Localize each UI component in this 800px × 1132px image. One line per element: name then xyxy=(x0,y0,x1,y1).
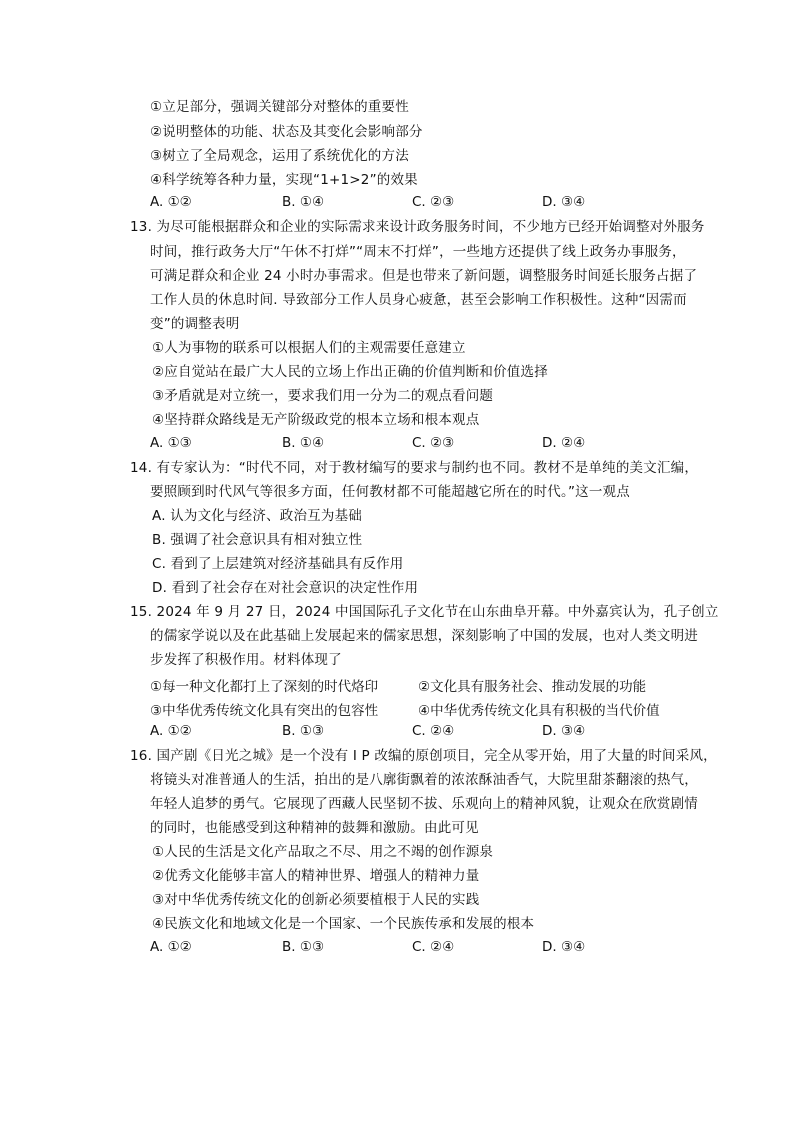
option-b: B. ①③ xyxy=(282,939,325,955)
q14-choice-b: B. 强调了社会意识具有相对独立性 xyxy=(152,532,363,548)
option-b: B. ①④ xyxy=(282,194,325,210)
q13-stem-line-3: 可满足群众和企业 24 小时办事需求。但是也带来了新问题，调整服务时间延长服务占据了 xyxy=(150,268,698,284)
q15-statements-row-1 xyxy=(150,675,670,693)
q13-statement-3: ③矛盾就是对立统一，要求我们用一分为二的观点看问题 xyxy=(152,388,494,404)
option-a: A. ①② xyxy=(150,194,192,210)
q13-statement-4: ④坚持群众路线是无产阶级政党的根本立场和根本观点 xyxy=(152,412,480,428)
prev-statement-2: ②说明整体的功能、状态及其变化会影响部分 xyxy=(150,124,423,140)
q15-statement-3: ③中华优秀传统文化具有突出的包容性 xyxy=(150,703,379,719)
q14-choice-a: A. 认为文化与经济、政治互为基础 xyxy=(152,508,362,524)
q15-statement-1: ①每一种文化都打上了深刻的时代烙印 xyxy=(150,679,379,695)
option-a: A. ①③ xyxy=(150,435,192,451)
q16-stem-line-4: 的同时，也能感受到这种精神的鼓舞和激励。由此可见 xyxy=(150,820,479,836)
q15-statement-4: ④中华优秀传统文化具有积极的当代价值 xyxy=(418,703,660,719)
q13-statement-2: ②应自觉站在最广大人民的立场上作出正确的价值判断和价值选择 xyxy=(152,364,548,380)
option-c: C. ②③ xyxy=(412,194,455,210)
option-a: A. ①② xyxy=(150,939,192,955)
q13-options xyxy=(150,435,670,453)
prev-statement-4: ④科学统筹各种力量，实现“1+1>2”的效果 xyxy=(150,172,418,188)
q13-stem-line-4: 工作人员的休息时间. 导致部分工作人员身心疲惫，甚至会影响工作积极性。这种“因需而 xyxy=(150,292,687,308)
option-c: C. ②④ xyxy=(412,723,455,739)
q15-stem-line-2: 的儒家学说以及在此基础上发展起来的儒家思想，深刻影响了中国的发展，也对人类文明进 xyxy=(150,628,698,644)
option-c: C. ②④ xyxy=(412,939,455,955)
q14-choice-c: C. 看到了上层建筑对经济基础具有反作用 xyxy=(152,556,404,572)
q16-statement-1: ①人民的生活是文化产品取之不尽、用之不竭的创作源泉 xyxy=(152,844,494,860)
q13-stem-line-1: 13. 为尽可能根据群众和企业的实际需求来设计政务服务时间，不少地方已经开始调整对外服务 xyxy=(130,219,705,235)
q16-stem-line-1: 16. 国产剧《日光之城》是一个没有 I P 改编的原创项目，完全从零开始，用了大量的时间采风， xyxy=(130,748,717,764)
q14-choice-d: D. 看到了社会存在对社会意识的决定性作用 xyxy=(152,580,419,596)
q13-stem-line-2: 时间，推行政务大厅“午休不打烊”“周末不打烊”，一些地方还提供了线上政务办事服务， xyxy=(150,244,686,260)
q13-stem-line-5: 变”的调整表明 xyxy=(150,316,240,332)
option-b: B. ①③ xyxy=(282,723,325,739)
option-c: C. ②③ xyxy=(412,435,455,451)
option-b: B. ①④ xyxy=(282,435,325,451)
q16-statement-3: ③对中华优秀传统文化的创新必须要植根于人民的实践 xyxy=(152,892,480,908)
q16-statement-4: ④民族文化和地域文化是一个国家、一个民族传承和发展的根本 xyxy=(152,916,535,932)
prev-statement-3: ③树立了全局观念，运用了系统优化的方法 xyxy=(150,148,409,164)
option-d: D. ③④ xyxy=(542,194,586,210)
q13-statement-1: ①人为事物的联系可以根据人们的主观需要任意建立 xyxy=(152,340,466,356)
q14-stem-line-1: 14. 有专家认为：“时代不同，对于教材编写的要求与制约也不同。教材不是单纯的美文汇编， xyxy=(130,460,699,476)
q15-options xyxy=(150,723,670,741)
q16-options xyxy=(150,939,670,957)
option-a: A. ①② xyxy=(150,723,192,739)
q15-statements-row-2 xyxy=(150,699,670,717)
option-d: D. ③④ xyxy=(542,723,586,739)
q16-stem-line-3: 年轻人追梦的勇气。它展现了西藏人民坚韧不拔、乐观向上的精神风貌，让观众在欣赏剧情 xyxy=(150,796,698,812)
q15-stem-line-1: 15. 2024 年 9 月 27 日，2024 中国国际孔子文化节在山东曲阜开幕。中外嘉宾认为，孔子创立 xyxy=(130,604,719,620)
option-d: D. ③④ xyxy=(542,939,586,955)
q14-stem-line-2: 要照顾到时代风气等很多方面，任何教材都不可能超越它所在的时代。”这一观点 xyxy=(150,484,630,500)
prev-options xyxy=(150,194,670,212)
q16-stem-line-2: 将镜头对准普通人的生活，拍出的是八廓街飘着的浓浓酥油香气，大院里甜茶翻滚的热气， xyxy=(150,772,698,788)
prev-statement-1: ①立足部分，强调关键部分对整体的重要性 xyxy=(150,99,409,115)
q16-statement-2: ②优秀文化能够丰富人的精神世界、增强人的精神力量 xyxy=(152,868,480,884)
option-d: D. ②④ xyxy=(542,435,586,451)
q15-stem-line-3: 步发挥了积极作用。材料体现了 xyxy=(150,652,342,668)
q15-statement-2: ②文化具有服务社会、推动发展的功能 xyxy=(418,679,647,695)
